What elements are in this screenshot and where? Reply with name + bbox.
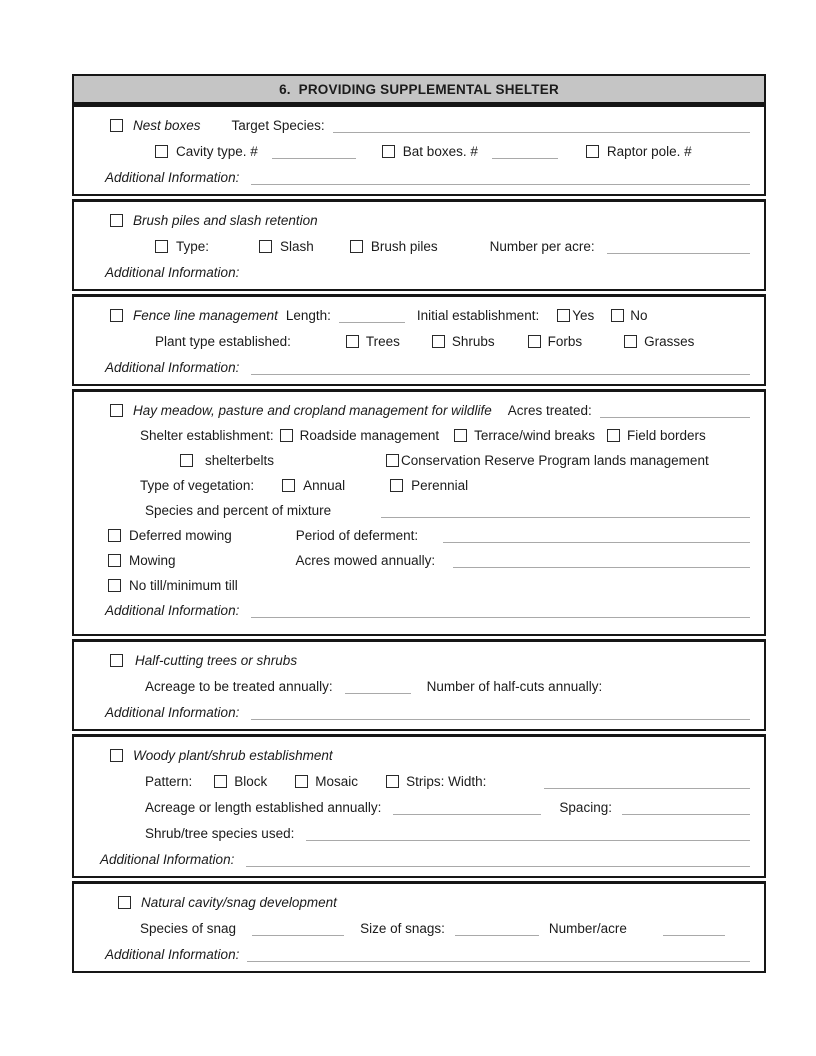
- woody-plant-checkbox[interactable]: [110, 749, 123, 762]
- spacing-input[interactable]: [622, 801, 750, 815]
- plant-type-label: Plant type established:: [155, 334, 291, 349]
- bat-boxes-checkbox[interactable]: [382, 145, 395, 158]
- bat-number-input[interactable]: [492, 145, 558, 159]
- nest-boxes-checkbox[interactable]: [110, 119, 123, 132]
- acres-mowed-input[interactable]: [453, 554, 750, 568]
- shelter-establishment-label: Shelter establishment:: [140, 428, 274, 443]
- deferred-mowing-label: Deferred mowing: [129, 528, 232, 543]
- initial-yes-checkbox[interactable]: [557, 309, 570, 322]
- fence-line-additional-input[interactable]: [251, 361, 750, 375]
- yes-label: Yes: [572, 308, 595, 323]
- section-hay-meadow: [72, 389, 766, 636]
- forbs-label: Forbs: [547, 334, 583, 349]
- hay-meadow-title: Hay meadow, pasture and cropland management for wildlife: [133, 403, 492, 418]
- mowing-label: Mowing: [129, 553, 176, 568]
- additional-info-label: Additional Information:: [105, 170, 240, 185]
- annual-checkbox[interactable]: [282, 479, 295, 492]
- strips-width-label: Strips: Width:: [406, 774, 487, 789]
- fence-line-checkbox[interactable]: [110, 309, 123, 322]
- cavity-type-label: Cavity type. #: [176, 144, 258, 159]
- species-mixture-input[interactable]: [381, 504, 750, 518]
- shrubs-checkbox[interactable]: [432, 335, 445, 348]
- trees-checkbox[interactable]: [346, 335, 359, 348]
- block-label: Block: [234, 774, 268, 789]
- shrubs-label: Shrubs: [451, 334, 495, 349]
- hay-meadow-checkbox[interactable]: [110, 404, 123, 417]
- section-fence-line: [72, 294, 766, 386]
- section-brush-piles: [72, 199, 766, 291]
- terrace-label: Terrace/wind breaks: [474, 428, 595, 443]
- deferred-mowing-checkbox[interactable]: [108, 529, 121, 542]
- half-cutting-checkbox[interactable]: [110, 654, 123, 667]
- field-borders-checkbox[interactable]: [607, 429, 620, 442]
- period-deferment-label: Period of deferment:: [295, 528, 419, 543]
- mowing-checkbox[interactable]: [108, 554, 121, 567]
- field-borders-label: Field borders: [626, 428, 706, 443]
- natural-cavity-title: Natural cavity/snag development: [141, 895, 337, 910]
- grasses-checkbox[interactable]: [624, 335, 637, 348]
- veg-type-label: Type of vegetation:: [140, 478, 255, 493]
- form-header: 6. PROVIDING SUPPLEMENTAL SHELTER: [72, 74, 766, 104]
- length-label: Length:: [285, 308, 331, 323]
- additional-info-label: Additional Information:: [105, 705, 240, 720]
- natural-cavity-additional-input[interactable]: [247, 948, 750, 962]
- strips-width-input[interactable]: [544, 775, 750, 789]
- section-woody-plant: [72, 734, 766, 878]
- nest-boxes-additional-input[interactable]: [251, 171, 750, 185]
- brush-piles-checkbox[interactable]: [110, 214, 123, 227]
- mosaic-label: Mosaic: [315, 774, 359, 789]
- initial-no-checkbox[interactable]: [611, 309, 624, 322]
- raptor-pole-checkbox[interactable]: [586, 145, 599, 158]
- terrace-checkbox[interactable]: [454, 429, 467, 442]
- strips-checkbox[interactable]: [386, 775, 399, 788]
- section-natural-cavity: [72, 881, 766, 973]
- half-cutting-title: Half-cutting trees or shrubs: [135, 653, 298, 668]
- species-snag-label: Species of snag: [140, 921, 237, 936]
- section-nest-boxes: [72, 104, 766, 196]
- number-per-acre-input[interactable]: [607, 240, 750, 254]
- raptor-pole-label: Raptor pole. #: [606, 144, 692, 159]
- woody-plant-additional-input[interactable]: [246, 853, 750, 867]
- pattern-label: Pattern:: [145, 774, 193, 789]
- slash-checkbox[interactable]: [259, 240, 272, 253]
- period-deferment-input[interactable]: [443, 529, 750, 543]
- number-acre-input[interactable]: [663, 922, 725, 936]
- additional-info-label: Additional Information:: [105, 947, 240, 962]
- spacing-label: Spacing:: [559, 800, 612, 815]
- shrub-species-label: Shrub/tree species used:: [145, 826, 295, 841]
- additional-info-label: Additional Information:: [100, 852, 235, 867]
- size-snags-label: Size of snags:: [360, 921, 445, 936]
- type-checkbox[interactable]: [155, 240, 168, 253]
- acres-mowed-label: Acres mowed annually:: [295, 553, 436, 568]
- no-till-checkbox[interactable]: [108, 579, 121, 592]
- nest-boxes-title: Nest boxes: [133, 118, 201, 133]
- perennial-checkbox[interactable]: [390, 479, 403, 492]
- annual-label: Annual: [303, 478, 346, 493]
- acreage-length-label: Acreage or length established annually:: [145, 800, 382, 815]
- crp-label: Conservation Reserve Program lands management: [401, 453, 709, 468]
- number-acre-label: Number/acre: [548, 921, 627, 936]
- shrub-species-input[interactable]: [306, 827, 750, 841]
- size-snags-input[interactable]: [455, 922, 539, 936]
- additional-info-label: Additional Information:: [105, 265, 240, 280]
- hay-meadow-additional-input[interactable]: [251, 604, 750, 618]
- roadside-label: Roadside management: [299, 428, 440, 443]
- species-snag-input[interactable]: [252, 922, 344, 936]
- acreage-treated-label: Acreage to be treated annually:: [145, 679, 333, 694]
- natural-cavity-checkbox[interactable]: [118, 896, 131, 909]
- type-label: Type:: [176, 239, 210, 254]
- trees-label: Trees: [365, 334, 400, 349]
- supplemental-shelter-form: [72, 74, 766, 973]
- acres-treated-label: Acres treated:: [507, 403, 592, 418]
- target-species-label: Target Species:: [231, 118, 325, 133]
- acres-treated-input[interactable]: [600, 404, 750, 418]
- slash-label: Slash: [280, 239, 314, 254]
- initial-establishment-label: Initial establishment:: [416, 308, 540, 323]
- brush-piles-type-checkbox[interactable]: [350, 240, 363, 253]
- woody-plant-title: Woody plant/shrub establishment: [133, 748, 333, 763]
- number-per-acre-label: Number per acre:: [489, 239, 595, 254]
- no-till-label: No till/minimum till: [129, 578, 238, 593]
- length-input[interactable]: [339, 309, 405, 323]
- shelterbelts-checkbox[interactable]: [180, 454, 193, 467]
- acreage-length-input[interactable]: [393, 801, 541, 815]
- brush-piles-type-label: Brush piles: [370, 239, 438, 254]
- acreage-treated-input[interactable]: [345, 680, 411, 694]
- bat-boxes-label: Bat boxes. #: [402, 144, 478, 159]
- block-checkbox[interactable]: [214, 775, 227, 788]
- crp-checkbox[interactable]: [386, 454, 399, 467]
- perennial-label: Perennial: [411, 478, 469, 493]
- brush-piles-title: Brush piles and slash retention: [133, 213, 318, 228]
- additional-info-label: Additional Information:: [105, 603, 240, 618]
- roadside-checkbox[interactable]: [280, 429, 293, 442]
- forbs-checkbox[interactable]: [528, 335, 541, 348]
- species-mixture-label: Species and percent of mixture: [145, 503, 332, 518]
- half-cutting-additional-input[interactable]: [251, 706, 750, 720]
- cavity-number-input[interactable]: [272, 145, 356, 159]
- section-half-cutting: [72, 639, 766, 731]
- fence-line-title: Fence line management: [133, 308, 278, 323]
- cavity-type-checkbox[interactable]: [155, 145, 168, 158]
- half-cuts-label: Number of half-cuts annually:: [426, 679, 603, 694]
- target-species-input[interactable]: [333, 119, 750, 133]
- shelterbelts-label: shelterbelts: [205, 453, 275, 468]
- grasses-label: Grasses: [644, 334, 695, 349]
- mosaic-checkbox[interactable]: [295, 775, 308, 788]
- no-label: No: [630, 308, 648, 323]
- additional-info-label: Additional Information:: [105, 360, 240, 375]
